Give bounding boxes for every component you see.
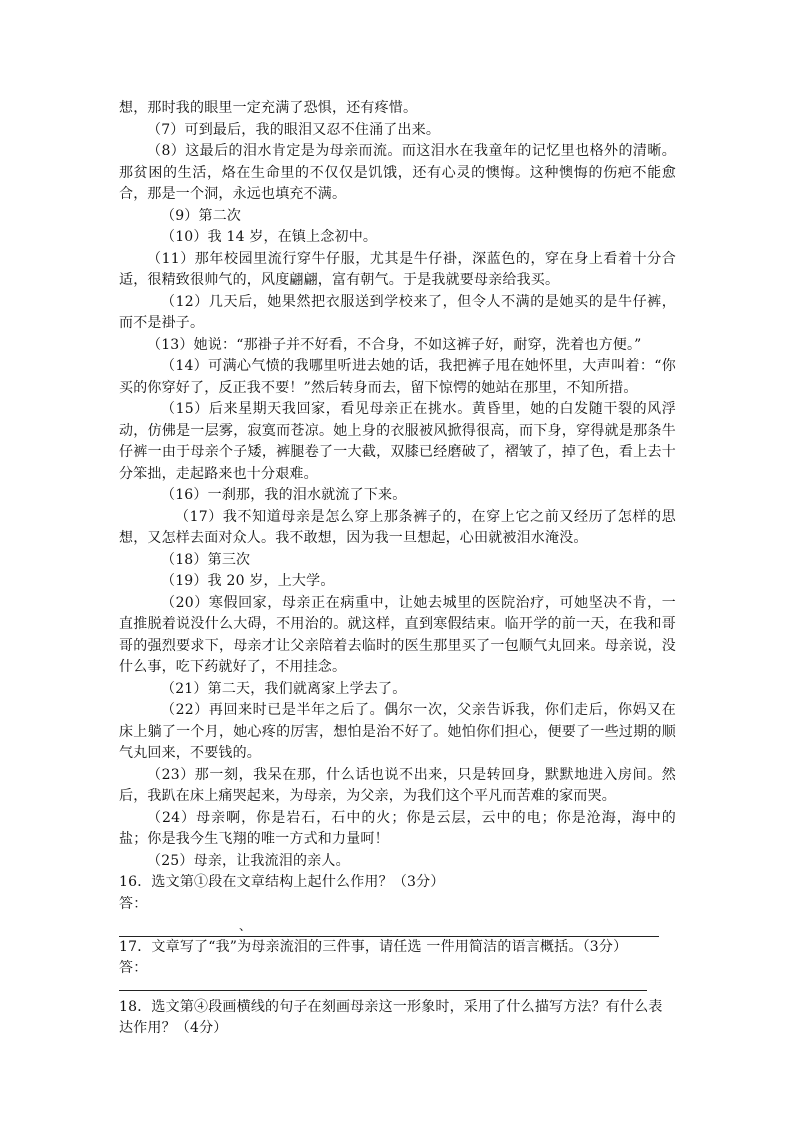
answer-prefix: 答： [119, 895, 148, 912]
paragraph-13: （13）她说：“那褂子并不好看，不合身，不如这裤子好，耐穿，洗着也方便。” [147, 336, 642, 353]
paragraph-11: （11）那年校园里流行穿牛仔服，尤其是牛仔褂，深蓝色的，穿在身上看着十分合适，很精致很帅气的，风度翩翩，富有朝气。于是我就要母亲给我买。 [119, 250, 676, 288]
answer-16 [119, 894, 676, 937]
paragraph-19: （19）我 20 岁，上大学。 [161, 573, 335, 589]
paragraph-17: （17）我不知道母亲是怎么穿上那条裤子的，在穿上它之前又经历了怎样的思想，又怎样去面对众人。我不敢想，因为我一旦想起，心田就被泪水淹没。 [119, 508, 676, 546]
article-body [119, 98, 676, 1040]
paragraph-14: （14）可满心气愤的我哪里听进去她的话，我把裤子甩在她怀里，大声叫着：“你买的你穿好了，反正我不要！”然后转身而去，留下惊愕的她站在那里，不知所措。 [119, 358, 676, 396]
paragraph-6-continued: 想，那时我的眼里一定充满了恐惧，还有疼惜。 [119, 100, 418, 116]
answer-prefix: 答： [119, 960, 148, 976]
paragraph-16: （16）一刹那，我的泪水就流了下来。 [161, 487, 407, 503]
paragraph-24: （24）母亲啊，你是岩石，石中的火；你是云层，云中的电；你是沧海，海中的盐；你是我今生飞翔的唯一方式和力量呵！ [119, 809, 676, 847]
answer-mark: 、 [239, 918, 252, 933]
paragraph-22: （22）再回来时已是半年之后了。偶尔一次，父亲告诉我，你们走后，你妈又在床上躺了一个月，她心疼的厉害，想怕是治不好了。她怕你们担心，便要了一些过期的顺气丸回来，不要钱的。 [119, 702, 676, 761]
paragraph-18: （18）第三次 [161, 551, 251, 568]
paragraph-12: （12）几天后，她果然把衣服送到学校来了，但令人不满的是她买的是牛仔裤，而不是褂子。 [119, 293, 676, 331]
question-16: 16．选文第①段在文章结构上起什么作用？（3分） [119, 874, 445, 890]
paragraph-8: （8）这最后的泪水肯定是为母亲而流。而这泪水在我童年的记忆里也格外的清晰。那贫困的生活，烙在生命里的不仅仅是饥饿，还有心灵的懊悔。这种懊悔的伤疤不能愈合，那是一个洞，永远也填充不满。 [119, 143, 676, 202]
paragraph-21: （21）第二天，我们就离家上学去了。 [161, 680, 407, 697]
paragraph-25: （25）母亲，让我流泪的亲人。 [147, 852, 350, 869]
answer-17 [119, 958, 676, 980]
paragraph-7: （7）可到最后，我的眼泪又忍不住涌了出来。 [147, 121, 441, 138]
question-17: 17．文章写了“我”为母亲流泪的三件事，请任选 一件用简洁的语言概括。（3分） [119, 938, 628, 955]
paragraph-23: （23）那一刻，我呆在那，什么话也说不出来，只是转回身，默默地进入房间。然后，我趴在床上痛哭起来，为母亲，为父亲，为我们这个平凡而苦难的家而哭。 [119, 766, 676, 804]
answer-line-17[interactable] [119, 980, 647, 991]
paragraph-15: （15）后来星期天我回家，看见母亲正在挑水。黄昏里，她的白发随干裂的风浮动，仿佛是一层雾，寂寞而苍凉。她上身的衣服被风掀得很高，而下身，穿得就是那条牛仔裤一由于母亲个子矮，裤腿卷了一大截，双膝已经磨破了，褶皱了，掉了色，看上去十分笨拙，走起路来也十分艰难。 [119, 401, 676, 482]
answer-line-16[interactable] [119, 918, 659, 937]
paragraph-9: （9）第二次 [161, 207, 242, 224]
question-18: 18．选文第④段画横线的句子在刻画母亲这一形象时，采用了什么描写方法？有什么表达作用？（4分） [119, 998, 663, 1036]
paragraph-20: （20）寒假回家，母亲正在病重中，让她去城里的医院治疗，可她坚决不肯，一直推脱着说没什么大碍，不用治的。就这样，直到寒假结束。临开学的前一天，在我和哥哥的强烈要求下，母亲才让父亲陪着去临时的医生那里买了一包顺气丸回来。母亲说，没什么事，吃下药就好了，不用挂念。 [119, 594, 676, 675]
paragraph-10: （10）我 14 岁，在镇上念初中。 [161, 229, 378, 245]
